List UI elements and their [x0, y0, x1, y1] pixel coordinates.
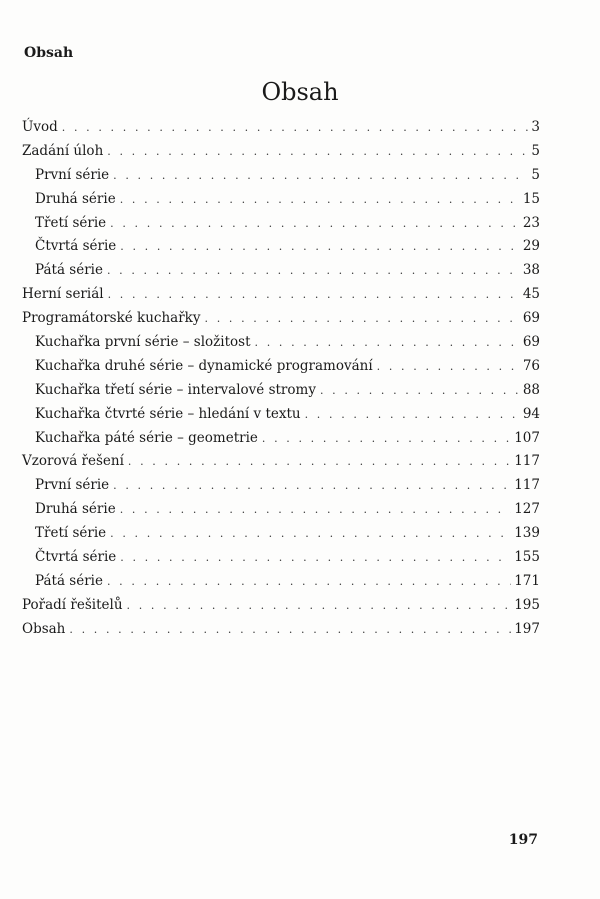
- toc-entry-label: Pátá série: [35, 262, 103, 279]
- dot-leader: [113, 164, 528, 188]
- toc-entry-label: Obsah: [22, 620, 66, 637]
- table-of-contents: [22, 116, 540, 642]
- toc-entry-page: 69: [522, 334, 540, 351]
- toc-entry-page: 127: [514, 501, 540, 518]
- toc-entry-label: Kuchařka druhé série – dynamické programování: [35, 357, 373, 374]
- dot-leader: [128, 450, 511, 474]
- toc-entry-page: 29: [522, 238, 540, 255]
- dot-leader: [127, 594, 512, 618]
- toc-entry: [22, 546, 540, 570]
- toc-entry-page: 195: [514, 596, 540, 613]
- dot-leader: [108, 283, 520, 307]
- toc-entry-label: Úvod: [22, 119, 58, 135]
- dot-leader: [255, 331, 520, 355]
- dot-leader: [107, 570, 511, 594]
- toc-entry: [22, 498, 540, 522]
- page-title: Obsah: [261, 78, 339, 106]
- dot-leader: [110, 212, 520, 236]
- toc-entry: [22, 164, 540, 188]
- dot-leader: [107, 140, 528, 164]
- toc-entry-page: 15: [522, 190, 540, 207]
- toc-entry: [22, 570, 540, 594]
- toc-entry: [22, 379, 540, 403]
- toc-entry: [22, 474, 540, 498]
- toc-entry: [22, 307, 540, 331]
- toc-entry-page: 117: [514, 453, 540, 470]
- toc-entry-label: Třetí série: [35, 214, 107, 231]
- toc-entry: [22, 212, 540, 236]
- toc-entry: [22, 283, 540, 307]
- toc-entry-page: 76: [522, 357, 540, 374]
- toc-entry-page: 69: [522, 310, 540, 327]
- toc-entry: [22, 140, 540, 164]
- toc-entry-label: První série: [35, 477, 110, 494]
- toc-entry: [22, 450, 540, 474]
- running-head: Obsah: [24, 45, 74, 61]
- dot-leader: [120, 235, 520, 259]
- toc-entry-label: Čtvrtá série: [35, 549, 117, 566]
- toc-entry-page: 171: [514, 572, 540, 589]
- toc-entry-label: Programátorské kuchařky: [22, 310, 201, 327]
- toc-entry: [22, 259, 540, 283]
- toc-entry: [22, 618, 540, 642]
- dot-leader: [110, 522, 511, 546]
- toc-entry-page: 155: [514, 549, 540, 566]
- toc-entry-page: 139: [514, 525, 540, 542]
- toc-entry: [22, 331, 540, 355]
- toc-entry-label: Kuchařka páté série – geometrie: [35, 429, 258, 446]
- toc-entry-label: Vzorová řešení: [22, 453, 124, 470]
- page-number: 197: [508, 832, 538, 848]
- toc-entry: [22, 188, 540, 212]
- toc-entry: [22, 116, 540, 140]
- toc-entry-label: Třetí série: [35, 525, 107, 542]
- toc-entry-page: 38: [522, 262, 540, 279]
- toc-entry: [22, 355, 540, 379]
- dot-leader: [120, 498, 512, 522]
- dot-leader: [120, 188, 520, 212]
- toc-entry-label: Zadání úloh: [22, 142, 104, 159]
- toc-entry-page: 197: [514, 620, 540, 637]
- toc-entry-label: Pátá série: [35, 572, 103, 589]
- toc-entry-page: 107: [514, 429, 540, 446]
- toc-entry: [22, 427, 540, 451]
- dot-leader: [113, 474, 511, 498]
- toc-entry-label: Čtvrtá série: [35, 238, 117, 255]
- toc-entry-label: Druhá série: [35, 190, 116, 207]
- toc-entry-page: 3: [531, 119, 540, 135]
- dot-leader: [69, 618, 511, 642]
- toc-entry-label: Druhá série: [35, 501, 116, 518]
- toc-entry: [22, 235, 540, 259]
- toc-entry-page: 94: [522, 405, 540, 422]
- toc-entry-label: Herní seriál: [22, 286, 104, 303]
- toc-entry-page: 5: [531, 142, 540, 159]
- dot-leader: [377, 355, 520, 379]
- dot-leader: [120, 546, 511, 570]
- dot-leader: [107, 259, 520, 283]
- dot-leader: [205, 307, 520, 331]
- toc-entry-label: Kuchařka třetí série – intervalové stromy: [35, 381, 316, 398]
- toc-entry-page: 117: [514, 477, 540, 494]
- toc-entry-page: 88: [522, 381, 540, 398]
- dot-leader: [62, 116, 529, 140]
- toc-entry-label: První série: [35, 166, 110, 183]
- toc-entry: [22, 594, 540, 618]
- toc-entry: [22, 522, 540, 546]
- dot-leader: [305, 403, 520, 427]
- toc-entry-page: 45: [522, 286, 540, 303]
- toc-entry-page: 23: [522, 214, 540, 231]
- toc-entry-label: Pořadí řešitelů: [22, 596, 123, 613]
- dot-leader: [262, 427, 511, 451]
- toc-entry-label: Kuchařka čtvrté série – hledání v textu: [35, 405, 301, 422]
- toc-entry-page: 5: [531, 166, 540, 183]
- toc-entry-label: Kuchařka první série – složitost: [35, 334, 251, 351]
- dot-leader: [320, 379, 520, 403]
- toc-entry: [22, 403, 540, 427]
